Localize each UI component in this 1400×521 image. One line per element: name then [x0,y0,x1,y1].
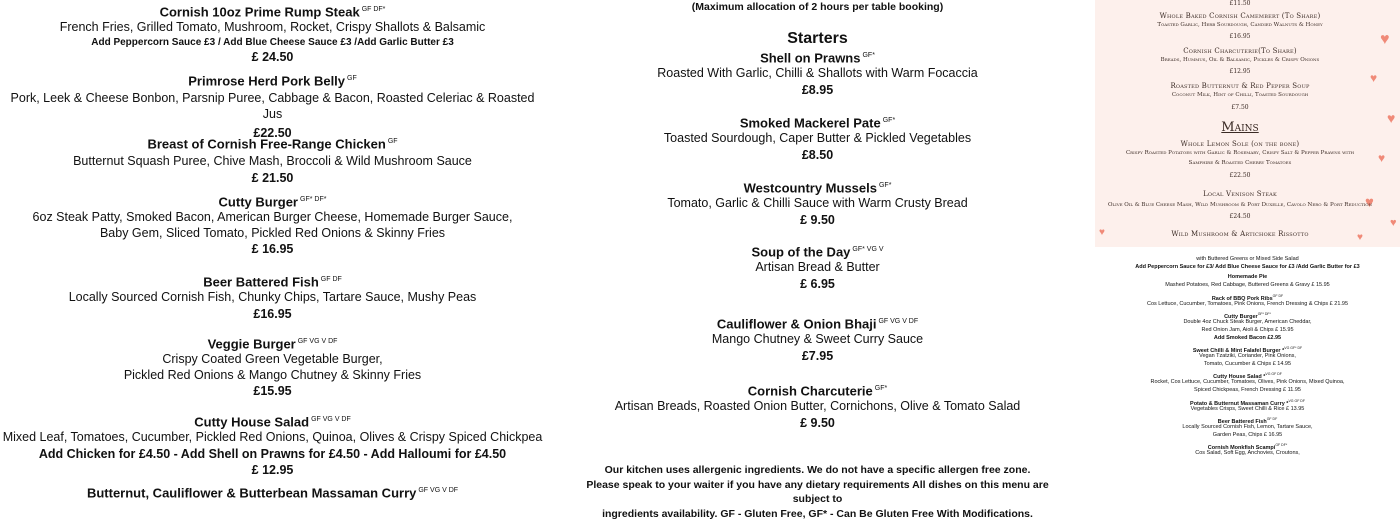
menu-item-soup [575,242,1060,293]
decorated-menu-price: £24.50 [1229,213,1251,220]
item-name: Cutty House Salad $^{GF VG V DF}$ [194,414,351,430]
item-extras: Add Chicken for £4.50 - Add Shell on Prawns for £4.50 - Add Halloumi for £4.50 [38,446,507,461]
menu-thumbnails [1095,0,1400,500]
item-name: Butternut, Cauliflower & Butterbean Massaman Curry $^{GF VG V DF}$ [86,485,459,501]
decorated-menu-name: Wild Mushroom & Artichoke Rissotto [1171,230,1309,238]
dietary-tags: GF* [878,182,892,189]
plain-menu-desc: with Buttered Greens or Mixed Side Salad [1196,256,1299,262]
item-extras: Add Peppercorn Sauce £3 / Add Blue Cheese Sauce £3 /Add Garlic Butter £3 [91,36,454,48]
plain-menu-item-name: Potato & Butternut Massaman Curry * [1190,400,1289,407]
decorated-menu-desc: Samphire & Roasted Cherry Tomatoes [1188,160,1292,166]
plain-menu-item-name: Homemade Pie [1227,274,1268,281]
plain-menu-desc: Tomato, Cucumber & Chips £ 14.95 [1203,360,1292,367]
item-price: £ 12.95 [251,462,294,477]
plain-menu-name [1095,274,1400,282]
dietary-tags: GF [347,75,357,82]
decorated-menu-price: £16.95 [1229,33,1251,40]
menu-item-bhaji [575,314,1060,365]
item-name: Breast of Cornish Free-Range Chicken $^{GF}$ [147,136,398,152]
menu-item-pork-belly [0,71,545,142]
plain-menu-item-name: Sweet Chilli & Mint Falafel Burger * [1192,348,1285,355]
decorated-menu-desc: Breads, Hummus, Oil & Balsamic, Pickles & Crispy Onions [1160,57,1320,63]
decorated-menu-name: Cornish Charcuterie(To Share) [1183,47,1297,55]
plain-menu-desc: Cos Salad, Soft Egg, Anchovies, Croutons, [1195,450,1300,457]
item-price: £8.50 [801,147,834,162]
decorated-menu-name: Local Venison Steak [1203,190,1277,198]
decorated-menu-price: £22.50 [1229,172,1251,179]
menu-item-massaman-curry [0,483,545,501]
item-description: Butternut Squash Puree, Chive Mash, Broccoli & Wild Mushroom Sauce [73,154,472,169]
item-price: £ 6.95 [800,276,835,291]
starters-column [575,0,1060,520]
item-name: Smoked Mackerel Pate $^{GF*}$ [739,115,896,131]
dietary-tags: GF DF* [1275,443,1288,448]
plain-menu-desc: Red Onion Jam, Aioli & Chips £ 15.95 [1201,327,1294,333]
menu-item-beer-battered-fish [0,272,545,323]
plain-menu-desc: Vegetables Crisps, Sweet Chilli & Rice £ 13.95 [1190,405,1305,412]
dietary-tags: GF DF [320,276,342,283]
plain-menu-desc: Rocket, Cos Lettuce, Cucumber, Tomatoes, Olives, Pink Onions, Mixed Quinoa, [1150,379,1345,386]
dietary-tags: VG GF DF [1288,398,1305,403]
item-price: £ 24.50 [251,49,294,64]
dietary-tags: GF DF [1266,417,1278,422]
dietary-tags: GF* DF* [300,196,327,203]
item-description: Mango Chutney & Sweet Curry Sauce [711,332,924,347]
menu-image-decorated [1095,0,1400,247]
dietary-tags: GF* [874,385,888,392]
decorated-menu-desc: Coconut Milk, Hint of Chilli, Toasted Sourdough [1171,92,1309,98]
item-price: £ 16.95 [251,242,294,257]
decorated-menu-desc: Olive Oil & Blue Cheese Mash, Wild Mushroom & Port Duxelle, Cavolo Nero & Port Reduction [1107,202,1373,208]
decorated-menu-desc: Crispy Roasted Potatoes with Garlic & Rosemary, Crispy Salt & Pepper Prawns with [1125,150,1355,156]
plain-menu-item-name: Cornish Monkfish Scampi [1207,445,1276,452]
item-description: Toasted Sourdough, Caper Butter & Pickled Vegetables [663,131,972,146]
item-name: Westcountry Mussels $^{GF*}$ [743,180,892,196]
dietary-tags: GF* DF* [1257,312,1271,317]
allocation-note: (Maximum allocation of 2 hours per table booking) [691,1,944,13]
menu-item-cutty-burger [0,192,545,258]
plain-menu-desc: Mashed Potatoes, Red Cabbage, Buttered Greens & Gravy £ 15.95 [1165,282,1330,289]
item-price: £8.95 [801,82,834,97]
plain-menu-item-name: Rack of BBQ Pork Ribs [1211,295,1273,302]
plain-menu-bold: Add Smoked Bacon £2.95 [1213,334,1282,341]
item-description: Locally Sourced Cornish Fish, Chunky Chips, Tartare Sauce, Mushy Peas [68,290,477,305]
item-description: Baby Gem, Sliced Tomato, Pickled Red Onions & Skinny Fries [99,225,446,240]
item-name: Primrose Herd Pork Belly $^{GF}$ [188,73,357,89]
plain-menu-desc: Spiced Chickpeas, French Dressing £ 11.95 [1194,387,1301,393]
item-price: £16.95 [253,306,292,321]
heart-icon: ♥ [1387,110,1396,126]
item-description: Pork, Leek & Cheese Bonbon, Parsnip Puree, Cabbage & Bacon, Roasted Celeriac & Roasted Jus [10,91,535,121]
dietary-tags: GF DF [1272,293,1284,298]
item-price: £22.50 [253,126,292,141]
item-description: 6oz Steak Patty, Smoked Bacon, American Burger Cheese, Homemade Burger Sauce, [32,210,513,225]
decorated-menu-name: Roasted Butternut & Red Pepper Soup [1170,82,1310,90]
item-price: £ 9.50 [800,415,835,430]
decorated-menu-price: £11.50 [1229,0,1251,7]
item-price: £15.95 [253,384,292,399]
dietary-tags: GF VG V DF [297,338,338,345]
plain-menu-desc: Garden Peas, Chips £ 16.95 [1212,431,1283,438]
item-price: £ 21.50 [251,170,294,185]
dietary-tags: GF* [882,117,896,124]
heart-icon: ♥ [1380,31,1390,48]
dietary-tags: GF VG V DF [418,487,459,494]
dietary-tags: GF VG V DF [311,416,351,423]
item-name: Cauliflower & Onion Bhaji $^{GF VG V DF}$ [716,316,919,332]
item-name: Cornish 10oz Prime Rump Steak $^{GF DF*}$ [159,4,386,20]
decorated-menu-name: Whole Baked Cornish Camembert (To Share) [1159,12,1321,20]
item-price: £7.95 [801,348,834,363]
menu-item-mussels [575,178,1060,229]
dietary-tags: GF [387,138,398,145]
plain-menu-desc: Vegan Tzatziki, Coriander, Pink Onions, [1199,353,1296,360]
menu-item-rump-steak [0,2,545,66]
dietary-tags: GF VG V DF [878,318,919,325]
heart-icon: ♥ [1370,71,1378,85]
item-name: Cornish Charcuterie $^{GF*}$ [747,383,888,399]
menu-item-chicken [0,134,545,187]
heart-icon: ♥ [1378,151,1386,165]
item-description: Tomato, Garlic & Chilli Sauce with Warm Crusty Bread [667,196,968,211]
menu-item-charcuterie [575,381,1060,432]
item-price: £ 9.50 [800,212,835,227]
item-name: Beer Battered Fish $^{GF DF}$ [203,274,342,290]
dietary-tags: VG GF DF [1265,372,1282,377]
item-name: Soup of the Day $^{GF* VG V}$ [751,244,884,260]
mains-column [0,0,545,500]
plain-menu-item-name: Cutty House Salad * [1213,374,1266,381]
plain-menu-item-name: Cutty Burger [1224,314,1258,321]
section-heading-starters: Starters [787,30,848,47]
dietary-tags: GF* [862,52,875,59]
item-description: Crispy Coated Green Vegetable Burger, [162,352,383,367]
menu-item-shell-on-prawns [575,48,1060,99]
item-name: Veggie Burger $^{GF VG V DF}$ [207,336,338,352]
dietary-tags: GF* VG V [852,246,884,253]
item-name: Shell on Prawns $^{GF*}$ [760,50,875,66]
item-description: Artisan Bread & Butter [755,260,880,275]
plain-menu-item-name: Beer Battered Fish [1217,419,1267,426]
menu-item-veggie-burger [0,334,545,400]
decorated-menu-name: Whole Lemon Sole (on the bone) [1180,140,1300,148]
heart-icon: ♥ [1099,227,1105,238]
item-name: Cutty Burger $^{GF* DF*}$ [218,194,327,210]
menu-item-mackerel-pate [575,113,1060,164]
dietary-tags: GF DF* [361,6,386,13]
item-description: Mixed Leaf, Tomatoes, Cucumber, Pickled Red Onions, Quinoa, Olives & Crispy Spiced Chickpea [2,430,543,445]
plain-menu-bold: Add Peppercorn Sauce for £3/ Add Blue Cheese Sauce for £3 /Add Garlic Butter for £3 [1135,263,1360,270]
item-description: Pickled Red Onions & Mango Chutney & Skinny Fries [123,367,422,382]
plain-menu-desc: Locally Sourced Cornish Fish, Lemon, Tartare Sauce, [1182,424,1313,431]
item-description: French Fries, Grilled Tomato, Mushroom, Rocket, Crispy Shallots & Balsamic [59,20,486,35]
decorated-menu-desc: Toasted Garlic, Herb Sourdough, Candied Walnuts & Honey [1157,22,1323,28]
item-description: Roasted With Garlic, Chilli & Shallots with Warm Focaccia [657,66,978,81]
plain-menu-desc: Double 4oz Chuck Steak Burger, American Cheddar, [1183,319,1312,326]
allergen-notice: Our kitchen uses allergenic ingredients. We do not have a specific allergen free zone. Please speak to your waiter if you have any dietary requirements All dishes on this menu are subject to ingredients availability. GF - Gluten Free, GF* - Can Be Gluten Free With Modifications. [586,464,1049,520]
menu-image-plain [1095,247,1400,500]
item-description: Artisan Breads, Roasted Onion Butter, Cornichons, Olive & Tomato Salad [614,399,1021,414]
heart-icon: ♥ [1390,217,1397,229]
decorated-menu-heading: Mains [1221,120,1259,135]
heart-icon: ♥ [1357,232,1363,243]
decorated-menu-price: £7.50 [1231,104,1249,111]
plain-menu-desc: Cos Lettuce, Cucumber, Tomatoes, Pink Onions, French Dressing & Chips £ 21.95 [1146,300,1349,307]
dietary-tags: VG GF* DF [1284,346,1303,351]
heart-icon: ♥ [1365,194,1374,211]
decorated-menu-price: £12.95 [1229,68,1251,75]
menu-item-cutty-house-salad [0,412,545,479]
